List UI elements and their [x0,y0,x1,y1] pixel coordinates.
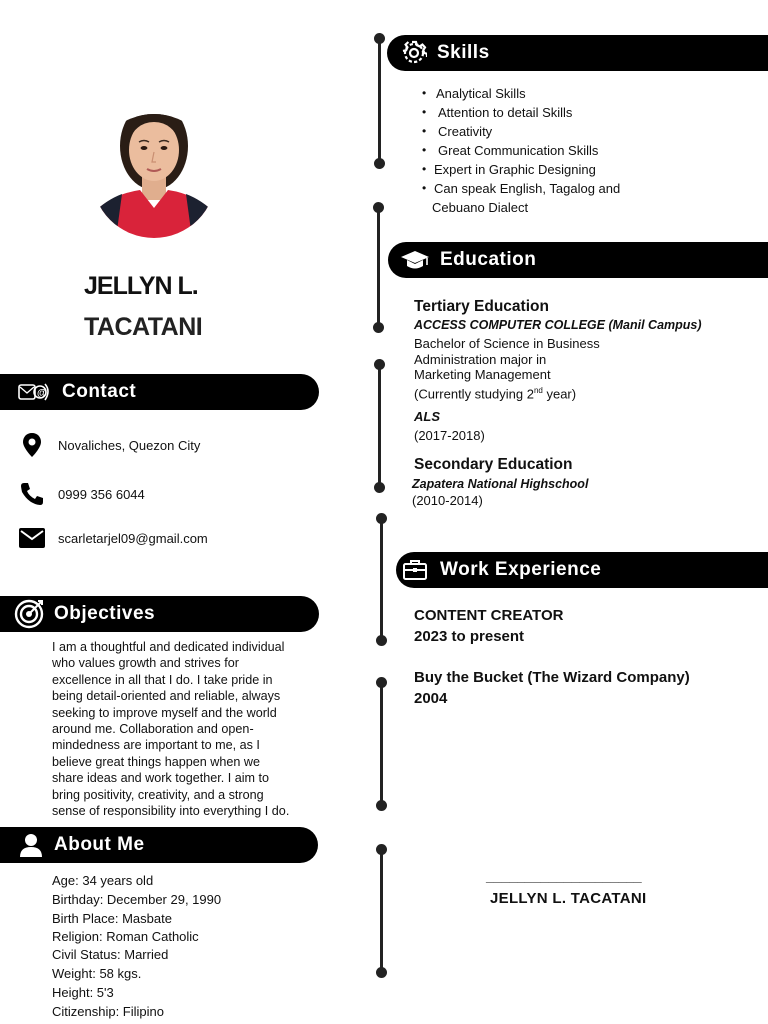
briefcase-icon [402,557,428,583]
timeline-dot [374,33,385,44]
contact-email [18,524,208,552]
about-height: Height: 5'3 [52,985,114,1000]
timeline-dot [376,844,387,855]
timeline-dot [376,800,387,811]
skills-header [387,35,768,71]
timeline-segment [380,683,383,805]
signature-line: ____________________ [486,868,642,884]
objectives-line: seeking to improve myself and the world [52,705,277,720]
objectives-text [52,639,312,819]
job-years: 2023 to present [414,628,525,645]
person-icon [18,832,44,858]
about-civil-status: Civil Status: Married [52,947,169,962]
graduation-cap-icon [400,247,430,273]
about-age: Age: 34 years old [52,873,154,888]
skill-item: • Great Communication Skills [420,141,720,160]
skill-item: • Creativity [420,122,720,141]
objectives-line: sense of responsibility into everything I do. [52,804,290,819]
contact-phone [18,480,145,508]
objectives-line: being detail-oriented and reliable, always [52,689,281,704]
timeline-dot [374,359,385,370]
tertiary-details [414,336,600,401]
gear-icon [401,40,427,66]
timeline-segment [377,208,380,328]
location-pin-icon [18,431,46,459]
work-header [396,552,768,588]
tertiary-school: ACCESS COMPUTER COLLEGE (Manil Campus) [414,318,702,332]
als-years: (2017-2018) [414,428,485,443]
tertiary-status-line [414,383,600,402]
about-citizenship: Citizenship: Filipino [52,1004,164,1019]
job-title: CONTENT CREATOR [414,607,564,624]
objectives-line: share ideas and work together. I aim to [52,771,270,786]
job-years: 2004 [414,690,448,707]
timeline-segment [378,365,381,488]
profile-photo [92,96,216,238]
objectives-line: around me. Collaboration and open- [52,722,254,737]
tertiary-heading: Tertiary Education [414,298,549,315]
objectives-line: excellence in all that I do. I take pride in [52,672,273,687]
tertiary-degree-line: Bachelor of Science in Business [414,336,600,351]
secondary-school: Zapatera National Highschool [412,477,589,491]
timeline-dot [376,677,387,688]
timeline-segment [378,38,381,164]
contact-title: Contact [62,381,137,402]
timeline-dot [374,482,385,493]
objectives-line: bring positivity, creativity, and a strong [52,787,264,802]
phone-icon [18,480,46,508]
objectives-line: mindedness are important to me, as I [52,738,260,753]
timeline-dot [373,202,384,213]
work-entry-1 [414,605,563,647]
target-icon [14,599,44,629]
timeline-dot [373,322,384,333]
contact-header [0,374,319,410]
timeline-dot [376,635,387,646]
timeline-dot [376,967,387,978]
status-text-end: year) [542,385,577,401]
work-entry-2 [414,667,690,709]
objectives-line: who values growth and strives for [52,656,239,671]
svg-text:@: @ [37,388,48,399]
about-header [0,827,318,863]
job-title: Buy the Bucket (The Wizard Company) [414,669,690,686]
timeline-segment [380,518,383,640]
tertiary-degree-line: Administration major in [414,351,547,367]
name-first: JELLYN L. [84,272,198,300]
skill-item: • Analytical Skills [420,84,720,103]
objectives-line: I am a thoughtful and dedicated individual [52,640,285,654]
status-text: (Currently studying 2 [414,385,534,401]
secondary-years: (2010-2014) [412,493,483,508]
timeline-dot [376,513,387,524]
education-title: Education [440,249,537,270]
email-text: scarletarjel09@gmail.com [58,530,208,546]
about-title: About Me [54,834,145,855]
about-religion: Religion: Roman Catholic [52,929,199,944]
als-heading: ALS [414,409,440,424]
signature-name: JELLYN L. TACATANI [490,890,647,907]
secondary-heading: Secondary Education [414,456,573,473]
about-weight: Weight: 58 kgs. [52,966,142,981]
contact-address [18,431,200,459]
education-header [388,242,768,278]
skill-item: • Can speak English, Tagalog and [420,179,720,198]
about-birthplace: Birth Place: Masbate [52,911,172,926]
timeline-dot [374,158,385,169]
work-title: Work Experience [440,559,602,580]
objectives-title: Objectives [54,603,156,624]
timeline-segment [380,850,383,973]
status-sup: nd [533,385,543,395]
skill-item: • Expert in Graphic Designing [420,160,720,179]
envelope-icon [18,524,46,552]
skills-list [420,84,720,198]
name-last: TACATANI [84,313,203,341]
about-birthday: Birthday: December 29, 1990 [52,892,222,907]
skill-item-continuation: Cebuano Dialect [432,200,529,215]
skill-item: • Attention to detail Skills [420,103,720,122]
about-details [52,871,312,1021]
objectives-header [0,596,319,632]
address-text: Novaliches, Quezon City [58,437,201,453]
contact-icon [18,379,52,405]
skills-title: Skills [437,42,490,63]
phone-text: 0999 356 6044 [58,486,145,502]
objectives-line: believe great things happen when we [52,754,260,769]
tertiary-degree-line: Marketing Management [414,367,551,382]
